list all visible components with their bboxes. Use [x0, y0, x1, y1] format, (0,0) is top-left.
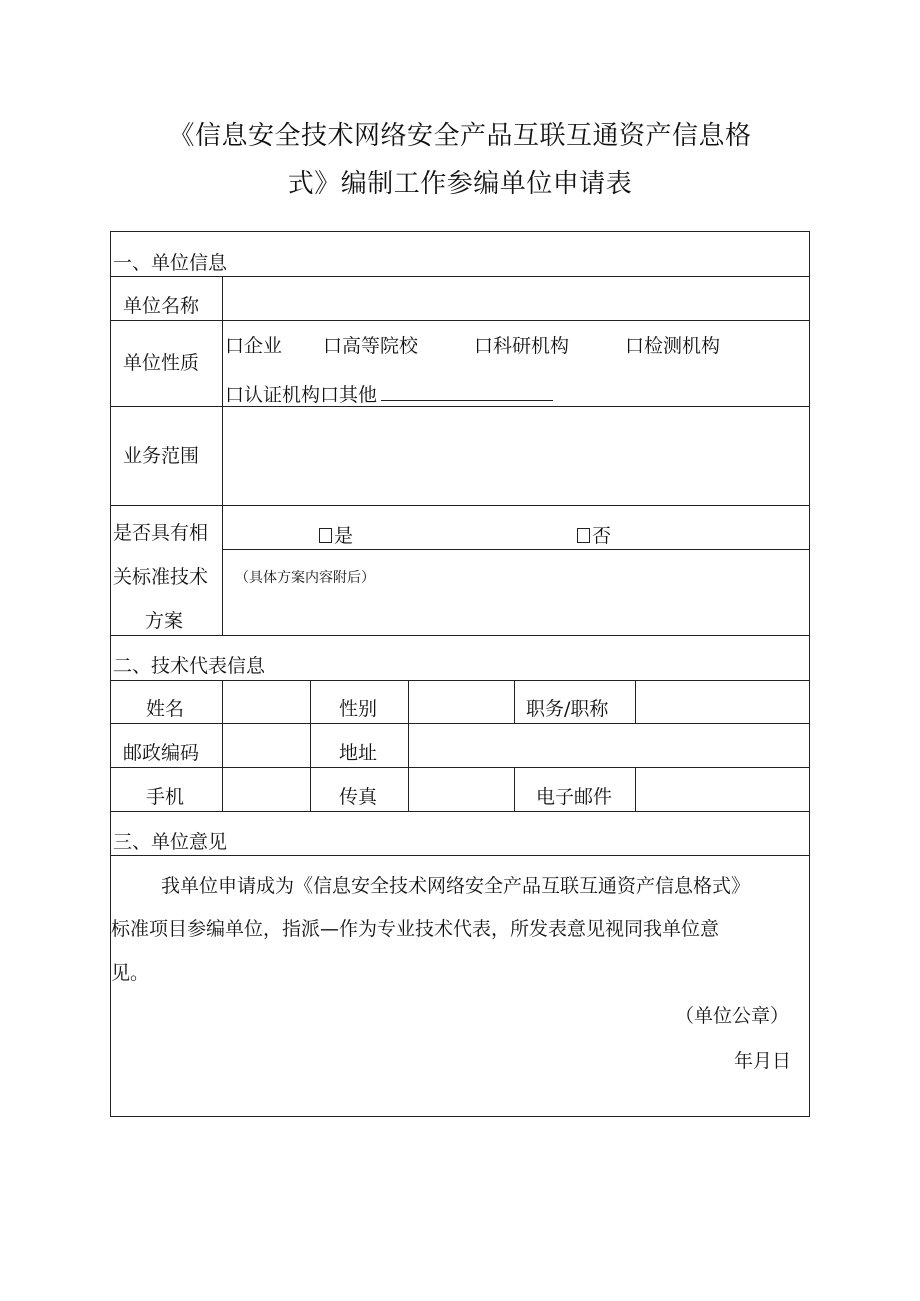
- gender-label: 性别: [339, 698, 378, 720]
- mobile-label: 手机: [146, 786, 185, 808]
- yes-label: 是: [334, 525, 354, 547]
- row-divider: [111, 276, 809, 277]
- option-certification-other[interactable]: [225, 382, 553, 405]
- fax-label: 传真: [339, 786, 378, 808]
- row-divider: [111, 320, 809, 321]
- column-divider: [408, 680, 409, 811]
- column-divider: [222, 680, 223, 811]
- name-label: 姓名: [146, 698, 185, 720]
- postcode-label: 邮政编码: [123, 742, 200, 764]
- document-title-line1: 《信息安全技术网络安全产品互联互通资产信息格: [168, 121, 752, 151]
- checkbox-icon: [577, 528, 590, 543]
- unit-name-label: 单位名称: [123, 295, 200, 317]
- row-divider: [111, 811, 809, 812]
- section-heading-unit-info: 一、单位信息: [113, 252, 228, 274]
- tech-plan-label-line1: 是否具有相: [113, 522, 209, 544]
- document-title-line2: 式》编制工作参编单位申请表: [287, 169, 633, 199]
- no-checkbox[interactable]: [577, 527, 611, 546]
- section-heading-unit-opinion: 三、单位意见: [113, 831, 228, 853]
- column-divider: [635, 767, 636, 811]
- opinion-paragraph-line1: 我单位申请成为《信息安全技术网络安全产品互联互通资产信息格式》: [161, 875, 751, 897]
- option-university[interactable]: 口高等院校: [323, 335, 419, 357]
- option-certification-other-label: 口认证机构口其他: [225, 384, 378, 406]
- option-enterprise[interactable]: 口企业: [225, 335, 283, 357]
- business-scope-label: 业务范围: [123, 445, 200, 467]
- row-divider: [111, 505, 809, 506]
- application-form-table: [110, 231, 810, 1117]
- row-divider: [111, 767, 809, 768]
- column-divider: [222, 276, 223, 635]
- section-heading-tech-rep: 二、技术代表信息: [113, 655, 266, 677]
- option-research-institute[interactable]: 口科研机构: [474, 335, 570, 357]
- signing-date: 年月日: [734, 1050, 792, 1072]
- other-fill-line[interactable]: [381, 382, 553, 401]
- row-divider: [111, 680, 809, 681]
- row-divider: [222, 549, 809, 550]
- row-divider: [111, 723, 809, 724]
- opinion-paragraph-line2: 标准项目参编单位，指派—作为专业技术代表，所发表意见视同我单位意: [111, 918, 720, 940]
- no-label: 否: [592, 525, 612, 547]
- tech-plan-label-line3: 方案: [145, 610, 184, 632]
- unit-nature-label: 单位性质: [123, 352, 200, 374]
- column-divider: [310, 680, 311, 811]
- option-testing-institute[interactable]: 口检测机构: [625, 335, 721, 357]
- opinion-paragraph-line3: 见。: [111, 962, 150, 984]
- checkbox-icon: [319, 528, 332, 543]
- column-divider: [635, 680, 636, 724]
- column-divider: [514, 680, 515, 724]
- column-divider: [514, 767, 515, 811]
- row-divider: [111, 855, 809, 856]
- attachment-note: （具体方案内容附后）: [235, 570, 375, 586]
- unit-seal-note: （单位公章）: [675, 1005, 790, 1027]
- email-label: 电子邮件: [536, 786, 613, 808]
- row-divider: [111, 635, 809, 636]
- address-label: 地址: [339, 742, 378, 764]
- position-label: 职务/职称: [526, 698, 609, 720]
- tech-plan-label-line2: 关标准技术: [113, 566, 209, 588]
- yes-checkbox[interactable]: [319, 527, 353, 546]
- row-divider: [111, 406, 809, 407]
